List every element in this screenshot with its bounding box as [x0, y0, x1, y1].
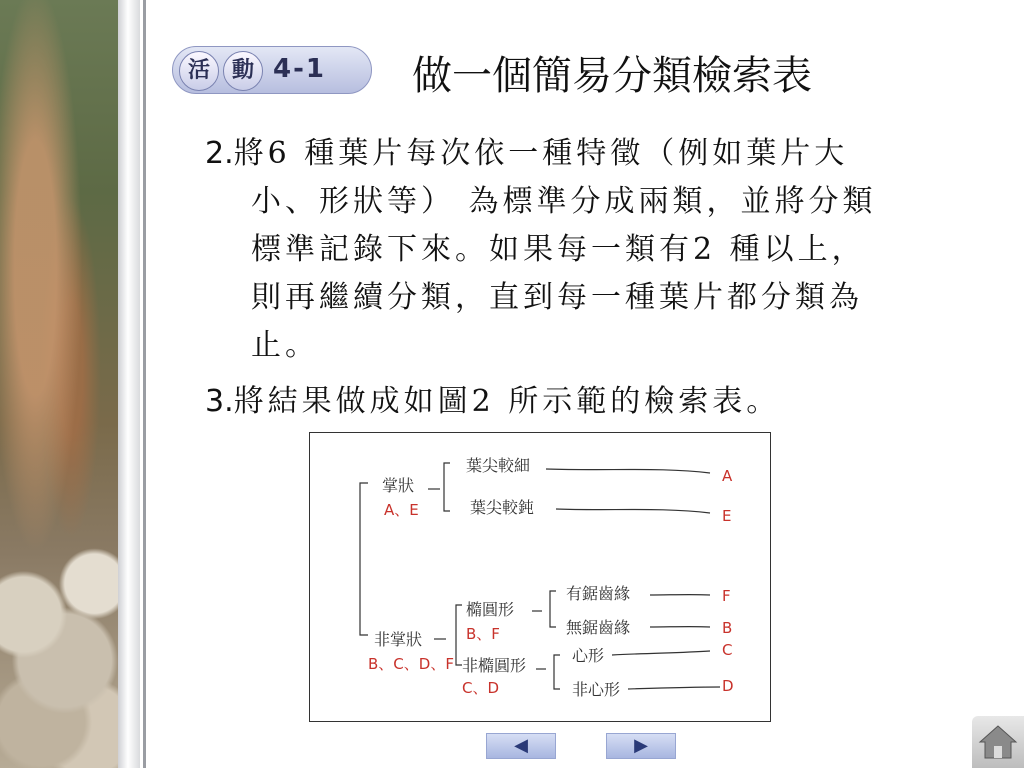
side-divider-band	[118, 0, 140, 768]
palmate-members: A、E	[384, 501, 419, 519]
nonpalmate-label: 非掌狀	[374, 630, 423, 649]
smooth-label: 無鋸齒緣	[566, 618, 631, 637]
nonelliptic-bracket	[554, 655, 560, 689]
serrated-label: 有鋸齒緣	[566, 584, 631, 603]
badge-char-2: 動	[223, 51, 263, 91]
result-f: F	[722, 587, 731, 605]
result-b: B	[722, 619, 733, 637]
palmate-label: 掌狀	[382, 476, 415, 495]
heart-label: 心形	[572, 646, 605, 665]
previous-slide-button[interactable]	[486, 733, 556, 759]
step-2-text-1: 將6 種葉片每次依一種特徵（例如葉片大	[233, 136, 849, 171]
step-2-line-5: 止。	[251, 328, 319, 363]
home-button[interactable]	[972, 716, 1024, 768]
triangle-right-icon: ▶	[634, 735, 648, 756]
step-2-line-2: 小、形狀等） 為標準分成兩類，並將分類	[251, 184, 877, 219]
classification-key-diagram	[310, 433, 772, 723]
blunt-tip-label: 葉尖較鈍	[470, 498, 535, 517]
result-a: A	[722, 467, 733, 485]
root-bracket	[360, 483, 368, 635]
pointed-tip-label: 葉尖較細	[466, 456, 531, 475]
home-icon	[978, 724, 1018, 760]
step-2-number: 2.	[205, 136, 234, 171]
side-photo-strip	[0, 0, 118, 768]
elliptic-bracket	[550, 591, 556, 627]
badge-char-1: 活	[179, 51, 219, 91]
step-2-line-3: 標準記錄下來。如果每一類有2 種以上，	[251, 232, 866, 267]
elliptic-label: 橢圓形	[466, 600, 515, 619]
step-3-paragraph	[205, 378, 975, 426]
classification-key-figure	[309, 432, 771, 722]
nonpalmate-members: B、C、D、F	[368, 655, 454, 673]
result-c: C	[722, 641, 733, 659]
badge-number: 4-1	[273, 54, 326, 84]
elliptic-members: B、F	[466, 625, 500, 643]
palmate-bracket	[444, 463, 450, 511]
next-slide-button[interactable]	[606, 733, 676, 759]
line-to-a	[546, 469, 710, 473]
slide-title: 做一個簡易分類檢索表	[412, 53, 812, 99]
line-to-e	[556, 509, 710, 513]
nonheart-label: 非心形	[572, 680, 621, 699]
line-to-d	[628, 687, 720, 689]
step-3-text: 將結果做成如圖2 所示範的檢索表。	[233, 384, 781, 419]
line-to-c	[612, 651, 710, 655]
side-divider-line	[143, 0, 146, 768]
result-d: D	[722, 677, 734, 695]
nonelliptic-label: 非橢圓形	[462, 656, 527, 675]
result-e: E	[722, 507, 732, 525]
nonelliptic-members: C、D	[462, 679, 500, 697]
step-2-line-4: 則再繼續分類，直到每一種葉片都分類為	[251, 280, 863, 315]
activity-badge	[172, 46, 372, 94]
step-3-number: 3.	[205, 384, 234, 419]
step-2-line-1	[205, 130, 975, 178]
triangle-left-icon: ◀	[514, 735, 528, 756]
step-2-paragraph	[205, 130, 975, 370]
